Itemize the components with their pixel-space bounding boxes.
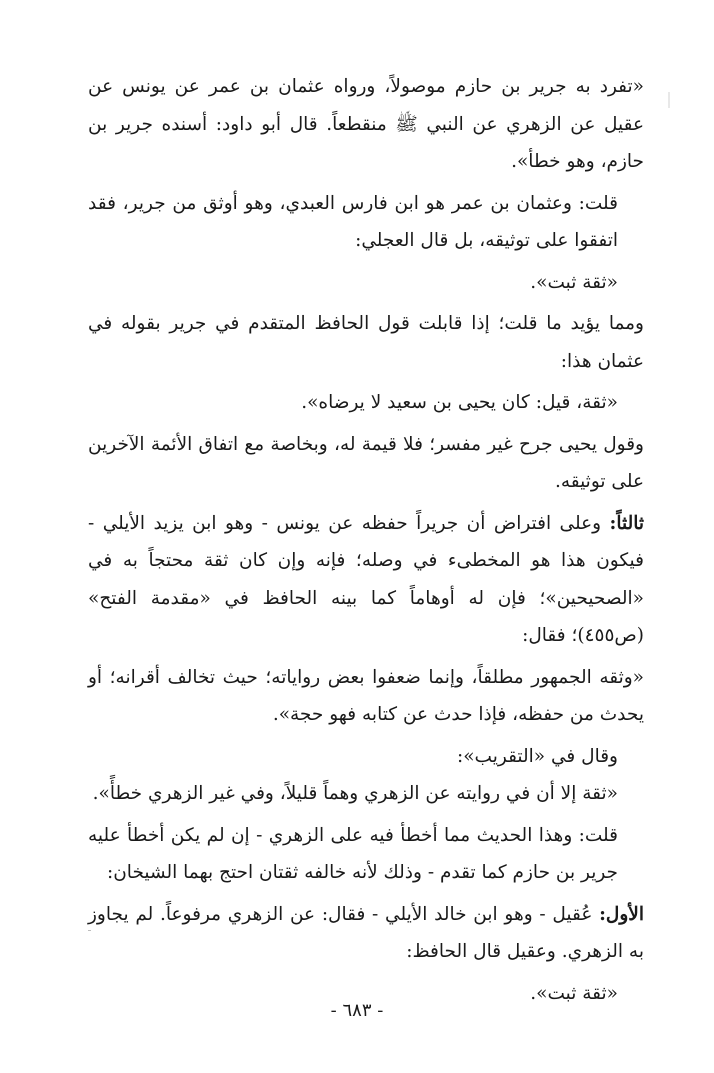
- paragraph-2: [88, 185, 644, 260]
- paragraph-4: [88, 305, 644, 380]
- scan-speck: [88, 930, 91, 931]
- paragraph-11: [88, 817, 644, 892]
- paragraph-8-text: «وثقه الجمهور مطلقاً، وإنما ضعفوا بعض رواياته؛ حيث تخالف أقرانه؛ أو يحدث من حفظه، فإذا حدث عن كتابه فهو حجة».: [88, 666, 644, 725]
- paragraph-7-lead: ثالثاً:: [609, 512, 644, 534]
- body-text: [88, 68, 644, 1012]
- paragraph-9: [88, 738, 644, 776]
- scan-edge-mark: [668, 92, 670, 108]
- paragraph-3-text: «ثقة ثبت».: [530, 271, 618, 293]
- paragraph-7-text: وعلى افتراض أن جريراً حفظه عن يونس - وهو ابن يزيد الأيلي - فيكون هذا هو المخطىء في وصله؛ فإنه وإن كان ثقة محتجاً به في «الصحيحين»؛ فإن له أوهاماً كما بينه الحافظ في «مقدمة الفتح» (ص٤٥٥)؛ فقال:: [88, 512, 644, 646]
- paragraph-2-text: قلت: وعثمان بن عمر هو ابن فارس العبدي، وهو أوثق من جرير، فقد اتفقوا على توثيقه، بل قال العجلي:: [88, 192, 618, 251]
- paragraph-8: [88, 659, 644, 734]
- paragraph-1-text: «تفرد به جرير بن حازم موصولاً، ورواه عثمان بن عمر عن يونس عن عقيل عن الزهري عن النبي ﷺ منقطعاً. قال أبو داود: أسنده جرير بن حازم، وهو خطأ».: [88, 76, 644, 172]
- paragraph-1: [88, 68, 644, 181]
- paragraph-3: [88, 264, 644, 302]
- paragraph-12-lead: الأول:: [599, 903, 644, 925]
- paragraph-6: [88, 426, 644, 501]
- paragraph-13-text: «ثقة ثبت».: [530, 982, 618, 1004]
- paragraph-9-text: وقال في «التقريب»:: [457, 745, 618, 767]
- paragraph-5: [88, 384, 644, 422]
- paragraph-6-text: وقول يحيى جرح غير مفسر؛ فلا قيمة له، وبخاصة مع اتفاق الأئمة الآخرين على توثيقه.: [88, 433, 644, 492]
- page-number: - ٦٨٣ -: [330, 1000, 384, 1021]
- paragraph-11-text: قلت: وهذا الحديث مما أخطأ فيه على الزهري - إن لم يكن أخطأ عليه جرير بن حازم كما تقدم - وذلك لأنه خالفه ثقتان احتج بهما الشيخان:: [88, 824, 618, 883]
- paragraph-12: [88, 896, 644, 971]
- paragraph-10: [88, 775, 644, 813]
- paragraph-7: [88, 505, 644, 655]
- paragraph-10-text: «ثقة إلا أن في روايته عن الزهري وهماً قليلاً، وفي غير الزهري خطأً».: [92, 783, 618, 804]
- paragraph-4-text: ومما يؤيد ما قلت؛ إذا قابلت قول الحافظ المتقدم في جرير بقوله في عثمان هذا:: [88, 313, 644, 372]
- paragraph-12-text: عُقيل - وهو ابن خالد الأيلي - فقال: عن الزهري مرفوعاً. لم يجاوز به الزهري. وعقيل قال الحافظ:: [88, 903, 644, 962]
- paragraph-5-text: «ثقة، قيل: كان يحيى بن سعيد لا يرضاه».: [301, 392, 618, 413]
